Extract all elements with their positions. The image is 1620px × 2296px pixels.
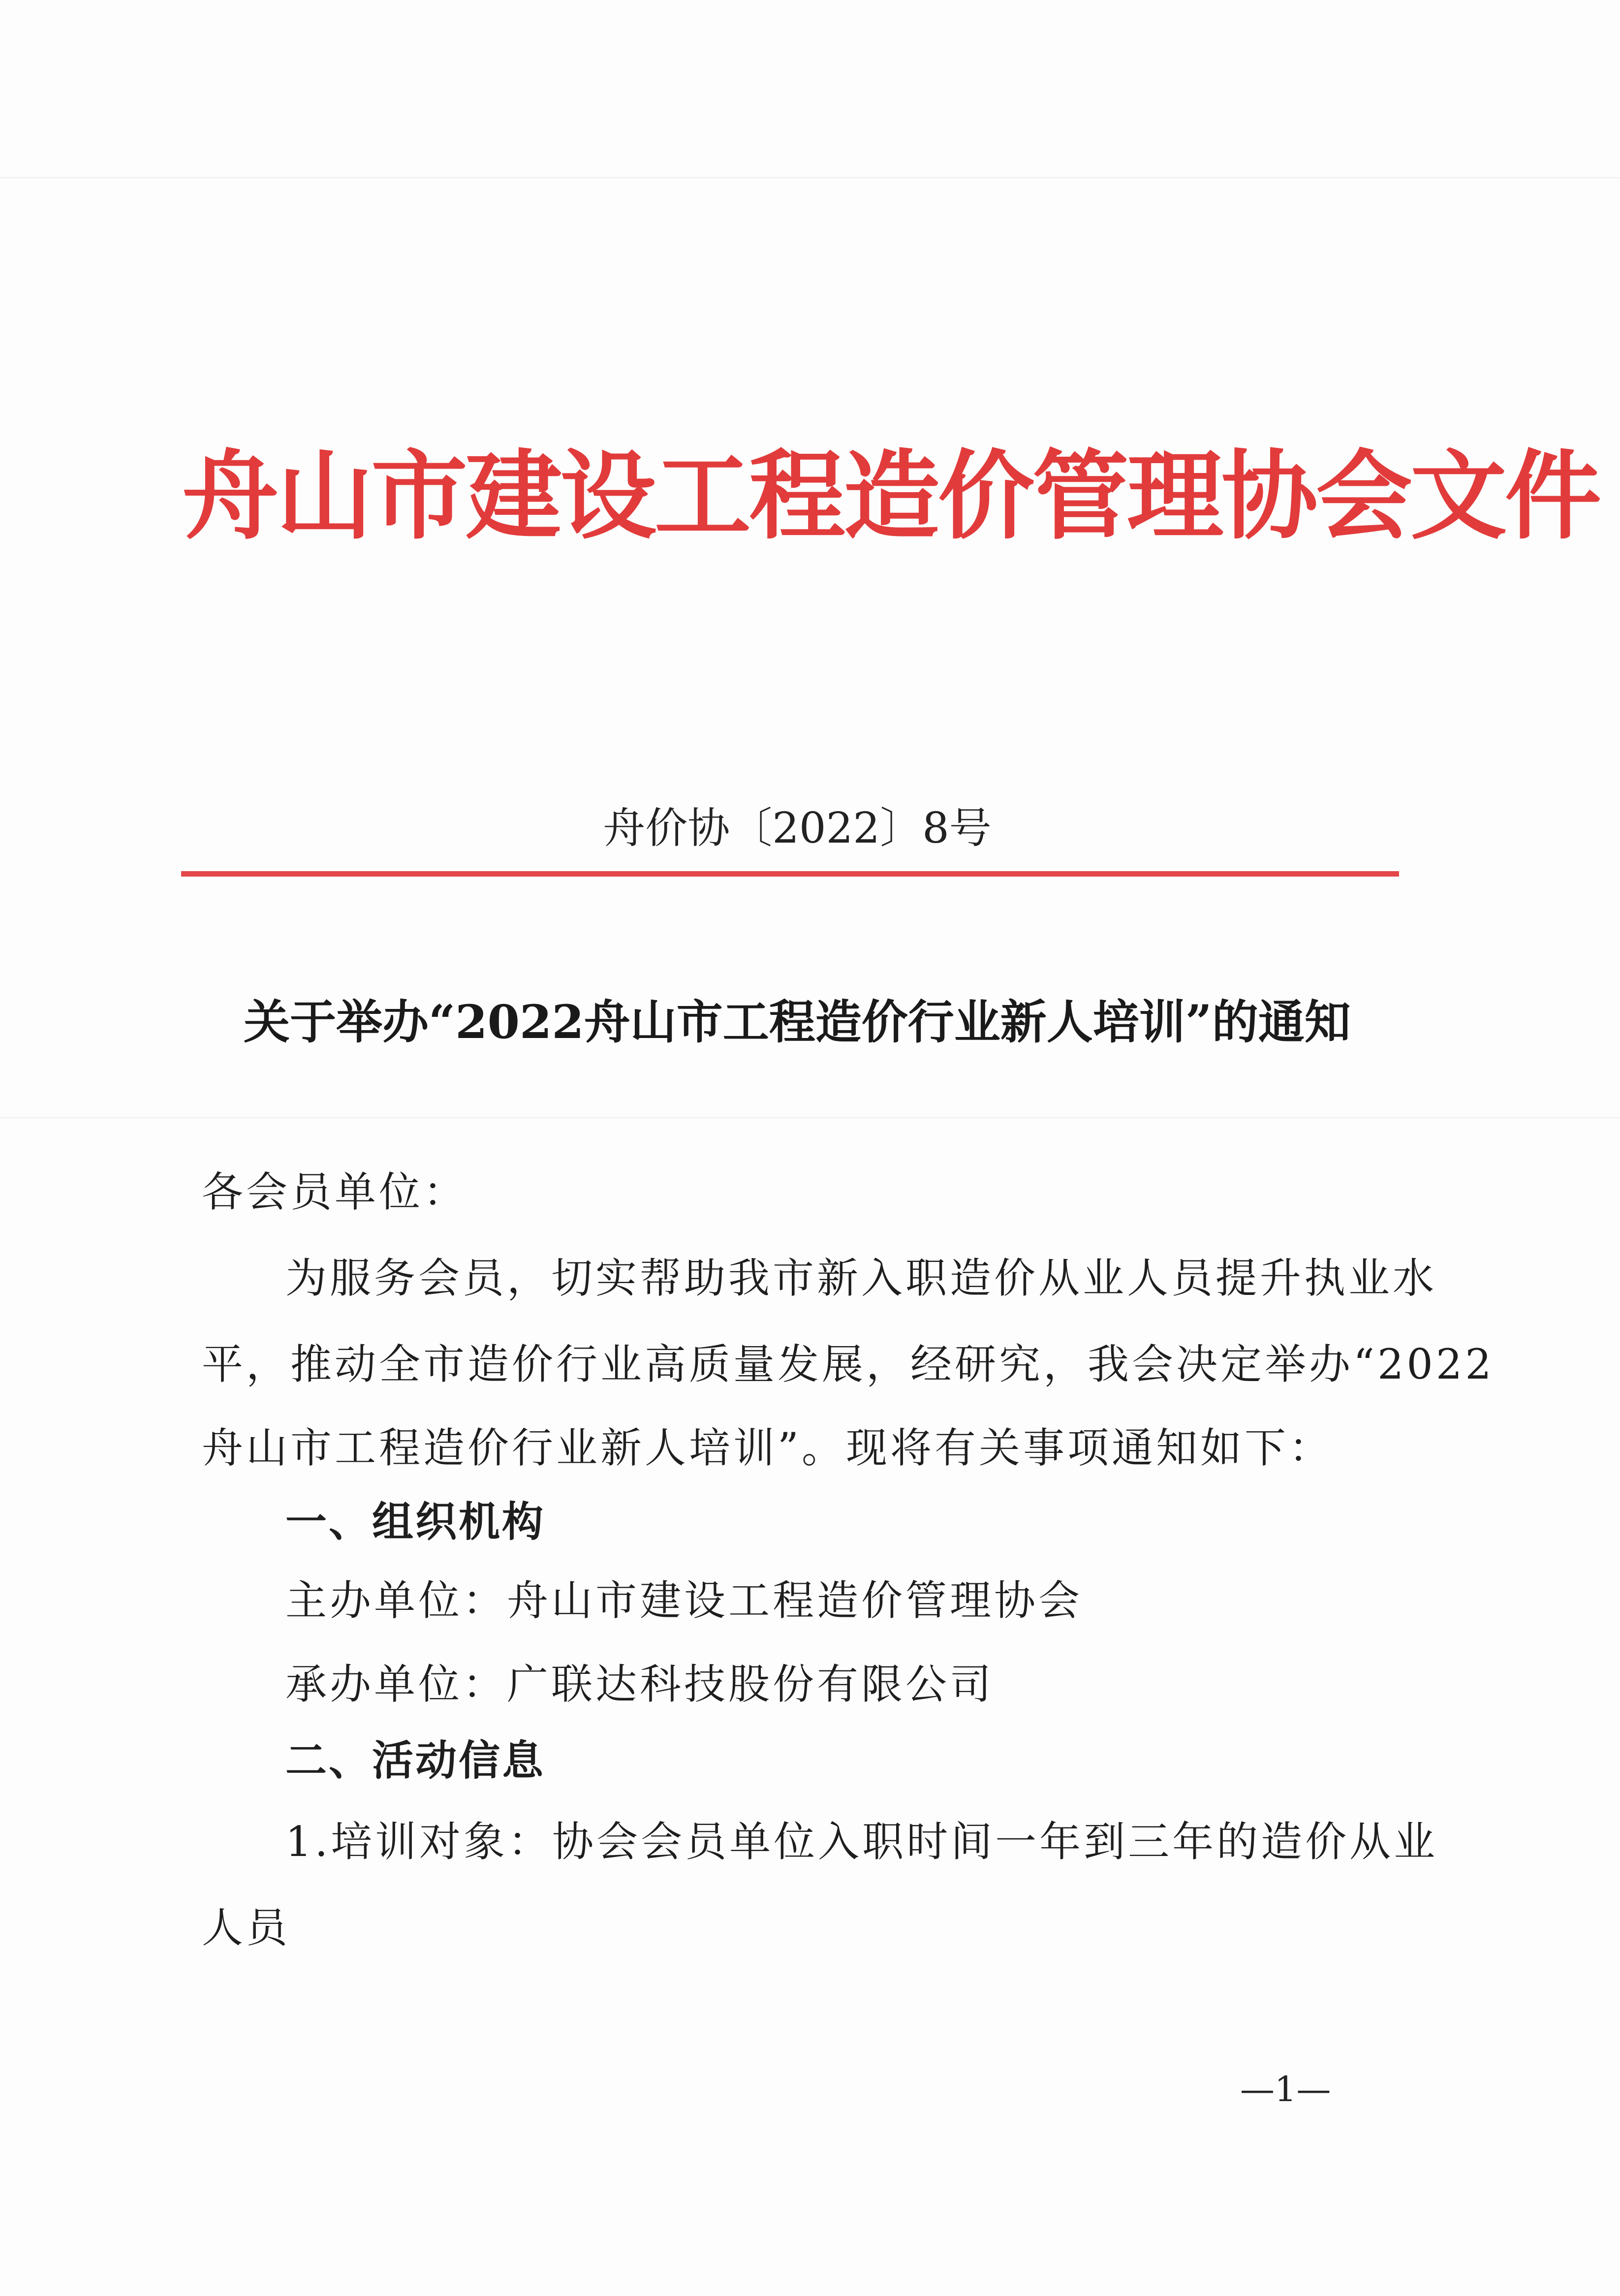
page-number: —1— bbox=[1240, 2069, 1331, 2109]
co-organizer-line: 承办单位：广联达科技股份有限公司 bbox=[285, 1660, 995, 1708]
issuer-header: 舟山市建设工程造价管理协会文件 bbox=[182, 440, 1600, 553]
salutation: 各会员单位： bbox=[202, 1168, 468, 1216]
intro-paragraph-line: 平，推动全市造价行业高质量发展，经研究，我会决定举办“2022 bbox=[202, 1340, 1495, 1388]
section-heading-organization: 一、组织机构 bbox=[285, 1498, 546, 1546]
document-number: 舟价协〔2022〕8号 bbox=[603, 804, 992, 853]
red-divider-rule bbox=[181, 871, 1399, 877]
organizer-line: 主办单位：舟山市建设工程造价管理协会 bbox=[285, 1576, 1083, 1625]
section-heading-activity: 二、活动信息 bbox=[285, 1736, 546, 1785]
scan-artifact-line bbox=[0, 177, 1620, 178]
training-target-line: 人员 bbox=[202, 1904, 291, 1952]
intro-paragraph-line: 为服务会员，切实帮助我市新入职造价从业人员提升执业水 bbox=[285, 1254, 1437, 1302]
scan-artifact-line bbox=[0, 1117, 1620, 1118]
notice-title: 关于举办“2022舟山市工程造价行业新人培训”的通知 bbox=[244, 995, 1351, 1049]
training-target-line: 1.培训对象：协会会员单位入职时间一年到三年的造价从业 bbox=[285, 1818, 1438, 1866]
intro-paragraph-line: 舟山市工程造价行业新人培训”。现将有关事项通知如下： bbox=[202, 1424, 1333, 1472]
